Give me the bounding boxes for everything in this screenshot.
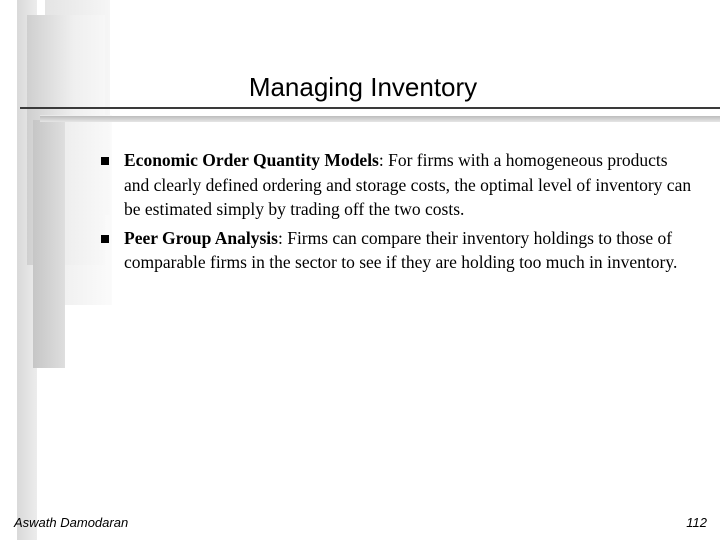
bullet-list: [96, 148, 696, 279]
footer-author: Aswath Damodaran: [14, 515, 129, 530]
title-divider: [20, 107, 720, 109]
square-bullet-icon: [101, 235, 109, 243]
bullet-term: Economic Order Quantity Models: [124, 150, 379, 170]
square-bullet-icon: [101, 157, 109, 165]
bullet-item: [96, 148, 696, 222]
title-divider-shadow: [40, 116, 720, 122]
bullet-text: : For firms with a homogeneous products and clearly defined ordering and storage costs, the optimal level of inventory can be estimated simply by trading off the two costs.: [124, 150, 692, 219]
bullet-item: [96, 226, 696, 275]
decorative-bar: [33, 120, 65, 368]
bullet-term: Peer Group Analysis: [124, 227, 278, 248]
slide-title: Managing Inventory: [248, 72, 478, 102]
page-number: 112: [686, 515, 707, 530]
bullet-text: : Firms can compare their inventory holdings to those of comparable firms in the sector to see if they are holding too much in inventory.: [124, 227, 678, 272]
